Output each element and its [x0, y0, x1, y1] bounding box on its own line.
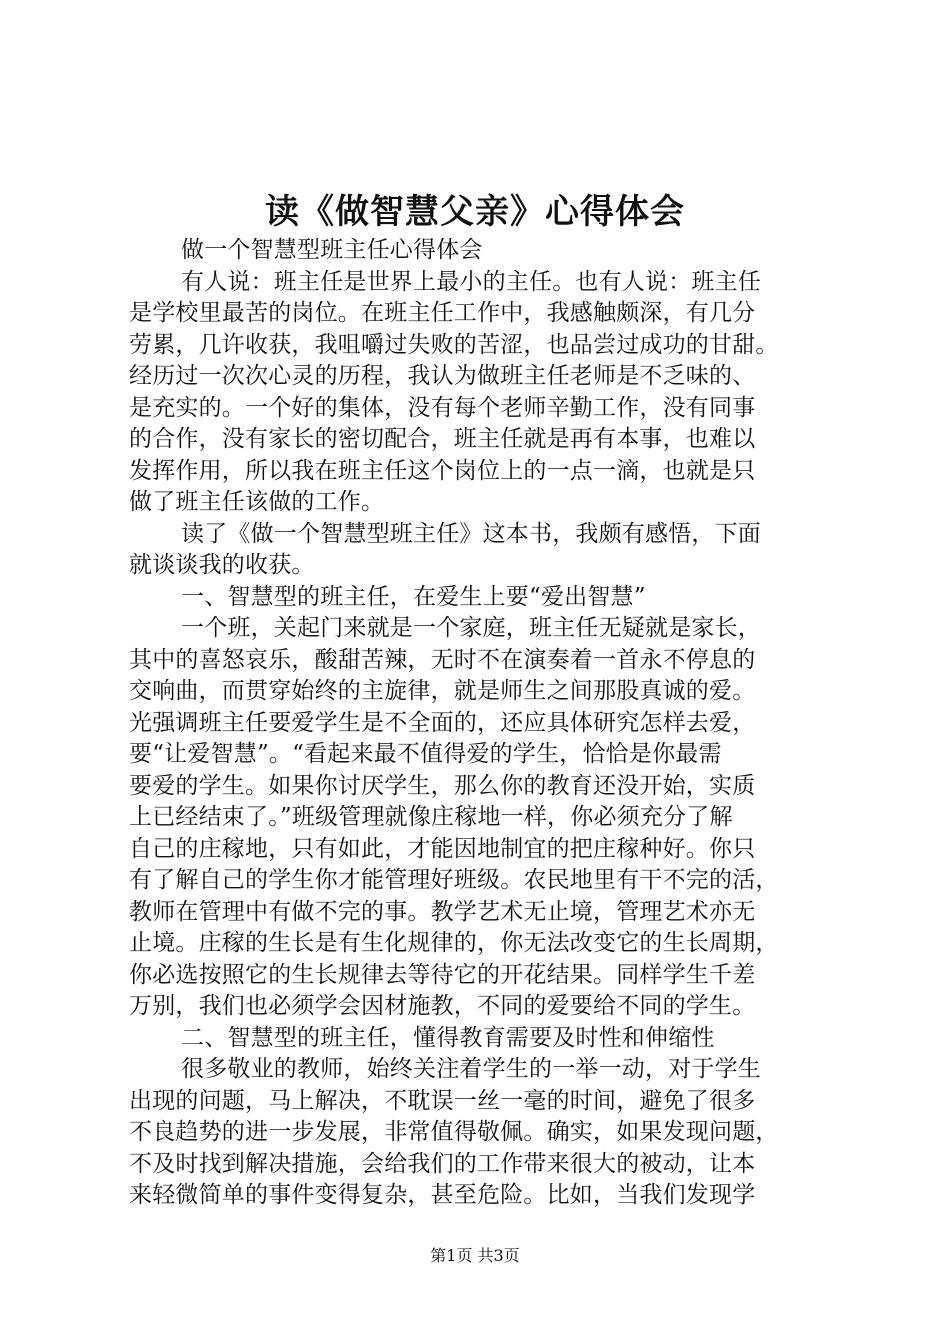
paragraph-line: 自己的庄稼地，只有如此，才能因地制宜的把庄稼种好。你只: [129, 835, 756, 862]
paragraph-line: 上已经结束了。”班级管理就像庄稼地一样，你必须充分了解: [129, 804, 733, 830]
paragraph-line: 交响曲，而贯穿始终的主旋律，就是师生之间那股真诚的爱。: [129, 678, 756, 704]
paragraph-line: 做一个智慧型班主任心得体会: [181, 237, 483, 263]
paragraph-line: 发挥作用，所以我在班主任这个岗位上的一点一滴，也就是只: [129, 457, 756, 484]
section-heading: 一、智慧型的班主任，在爱生上要“爱出智慧”: [181, 583, 646, 610]
paragraph-line: 出现的问题，马上解决，不耽误一丝一毫的时间，避免了很多: [129, 1087, 756, 1114]
paragraph-line: 止境。庄稼的生长是有生化规律的，你无法改变它的生长周期，: [129, 930, 779, 956]
document-body: [129, 235, 834, 1212]
paragraph-line: 万别，我们也必须学会因材施教，不同的爱要给不同的学生。: [129, 993, 756, 1019]
paragraph-line: 一个班，关起门来就是一个家庭，班主任无疑就是家长，: [181, 615, 761, 641]
paragraph-line: 是充实的。一个好的集体，没有每个老师辛勤工作，没有同事: [129, 394, 756, 421]
paragraph-line: 做了班主任该做的工作。: [129, 489, 385, 515]
paragraph-line: 不及时找到解决措施，会给我们的工作带来很大的被动，让本: [129, 1150, 756, 1177]
paragraph-line: 经历过一次次心灵的历程，我认为做班主任老师是不乏味的、: [129, 363, 756, 389]
paragraph-line: 的合作，没有家长的密切配合，班主任就是再有本事，也难以: [129, 426, 756, 452]
paragraph-line: 教师在管理中有做不完的事。教学艺术无止境，管理艺术亦无: [129, 898, 756, 925]
paragraph-line: 劳累，几许收获，我咀嚼过失败的苦涩，也品尝过成功的甘甜。: [129, 331, 779, 358]
paragraph-line: 其中的喜怒哀乐，酸甜苦辣，无时不在演奏着一首永不停息的: [129, 646, 756, 673]
paragraph-line: 有了解自己的学生你才能管理好班级。农民地里有干不完的活，: [129, 867, 779, 893]
paragraph-line: 有人说：班主任是世界上最小的主任。也有人说：班主任: [181, 268, 761, 295]
section-heading: 二、智慧型的班主任，懂得教育需要及时性和伸缩性: [181, 1024, 715, 1051]
paragraph-line: 要爱的学生。如果你讨厌学生，那么你的教育还没开始，实质: [129, 772, 756, 799]
paragraph-line: 你必选按照它的生长规律去等待它的开花结果。同样学生千差: [129, 961, 756, 988]
paragraph-line: 读了《做一个智慧型班主任》这本书，我颇有感悟，下面: [181, 520, 761, 547]
document-title: 读《做智慧父亲》心得体会: [265, 192, 685, 232]
page-footer: 第1页 共3页: [430, 1246, 520, 1265]
paragraph-line: 来轻微简单的事件变得复杂，甚至危险。比如，当我们发现学: [129, 1182, 756, 1208]
paragraph-line: 是学校里最苦的岗位。在班主任工作中，我感触颇深，有几分: [129, 300, 756, 326]
paragraph-line: 光强调班主任要爱学生是不全面的，还应具体研究怎样去爱，: [129, 709, 756, 736]
paragraph-line: 就谈谈我的收获。: [129, 552, 315, 578]
paragraph-line: 不良趋势的进一步发展，非常值得敬佩。确实，如果发现问题，: [129, 1119, 779, 1145]
paragraph-line: 要“让爱智慧”。“看起来最不值得爱的学生，恰恰是你最需: [129, 741, 722, 767]
paragraph-line: 很多敬业的教师，始终关注着学生的一举一动，对于学生: [181, 1056, 761, 1082]
